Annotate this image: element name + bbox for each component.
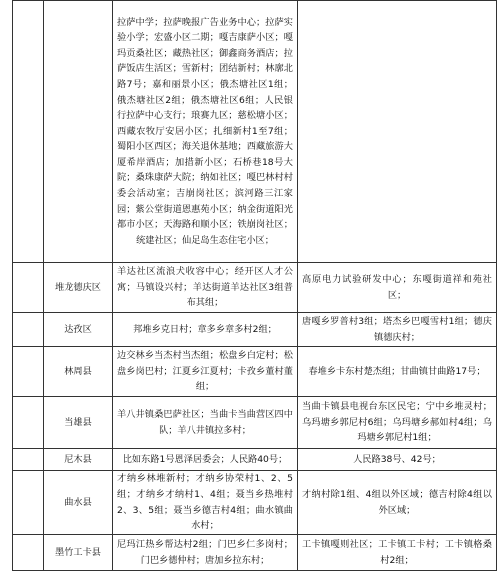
table-row xyxy=(13,449,497,471)
district-cell: 堆龙德庆区 xyxy=(44,263,113,313)
area-cell-right: 才纳村除1组、4组以外区域；德吉村除4组以外区域； xyxy=(298,471,497,535)
table-row xyxy=(13,263,497,313)
area-cell-right: 春堆乡卡东村楚杰组；甘曲镇甘曲路17号； xyxy=(298,347,497,397)
district-cell: 曲水县 xyxy=(44,471,113,535)
index-cell xyxy=(13,347,44,397)
table-row xyxy=(13,313,497,347)
area-cell: 羊八井镇桑巴萨社区；当曲卡当曲营区四中队；羊八井镇拉多村； xyxy=(113,397,298,449)
table-row xyxy=(13,471,497,535)
index-cell xyxy=(13,263,44,313)
index-cell xyxy=(13,397,44,449)
area-cell-right: 人民路38号、42号； xyxy=(298,449,497,471)
index-cell xyxy=(13,449,44,471)
area-cell-right: 当曲卡镇县电视台东区民宅；宁中乡堆灵村；乌玛塘乡郭尼村6组；乌玛塘乡郝如村4组；乌玛塘乡郭尼村1组； xyxy=(298,397,497,449)
district-cell: 尼木县 xyxy=(44,449,113,471)
area-cell-right: 工卡镇嘎则社区；工卡镇工卡村；工卡镇格桑村2组； xyxy=(298,535,497,571)
area-cell: 尼玛江热乡帮达村2组；门巴乡仁多岗村；门巴乡德仲村；唐加乡拉东村； xyxy=(113,535,298,571)
district-cell: 当雄县 xyxy=(44,397,113,449)
area-cell: 邦堆乡克日村；章多乡章多村2组； xyxy=(113,313,298,347)
index-cell xyxy=(13,535,44,571)
area-table xyxy=(12,0,497,571)
table-row xyxy=(13,1,497,263)
table-row xyxy=(13,397,497,449)
district-cell: 林周县 xyxy=(44,347,113,397)
table-row xyxy=(13,535,497,571)
district-cell: 墨竹工卡县 xyxy=(44,535,113,571)
index-cell xyxy=(13,313,44,347)
table-row xyxy=(13,347,497,397)
district-cell: 达孜区 xyxy=(44,313,113,347)
area-cell: 才纳乡林堆新村；才纳乡协荣村1、2、5组；才纳乡才纳村1、4组；聂当乡热堆村2、3、5组；聂当乡德吉村4组；曲水镇曲水村； xyxy=(113,471,298,535)
area-cell: 羊达社区流浪犬收容中心；经开区人才公寓；马镇设兴村；羊达街道羊达社区3组普布其组； xyxy=(113,263,298,313)
area-cell-right: 唐嘎乡罗普村3组；塔杰乡巴嘎雪村1组；德庆镇德庆村； xyxy=(298,313,497,347)
area-cell: 比如东路1号恩泽居委会；人民路40号； xyxy=(113,449,298,471)
area-cell-right: 高原电力试验研发中心；东嘎街道祥和苑社区； xyxy=(298,263,497,313)
area-cell: 边交林乡当杰村当杰组；松盘乡白定村；松盘乡岗巴村；江夏乡江夏村；卡孜乡董村董组； xyxy=(113,347,298,397)
index-cell xyxy=(13,471,44,535)
area-cell-right xyxy=(298,1,497,263)
district-cell xyxy=(44,1,113,263)
index-cell xyxy=(13,1,44,263)
area-cell: 拉萨中学；拉萨晚报广告业务中心；拉萨实验小学；宏盛小区二期；嘎吉康萨小区；嘎玛贡桑社区；藏热社区；御鑫商务酒店；拉萨饭店生活区；雪新村；团结新村；林廓北路7号；嘉和丽景小区；俄杰塘社区1组；俄杰塘社区2组；俄杰塘社区6组；人民银行拉萨中心支行；琅赛九区；慈松塘小区；西藏农牧厅安居小区；扎细新村1至7组；蜀阳小区西区；海关退休基地；西藏旅游大厦希岸酒店；加措新小区；石桥巷18号大院；桑珠康萨大院；纳如社区；嘎巴林村村委会活动室；吉崩岗社区；滨河路三江家园；紫公堂街道恩惠苑小区；纳金街道阳光都市小区；天海路和顺小区；铁崩岗社区；统建社区；仙足岛生态住宅小区； xyxy=(113,1,298,263)
